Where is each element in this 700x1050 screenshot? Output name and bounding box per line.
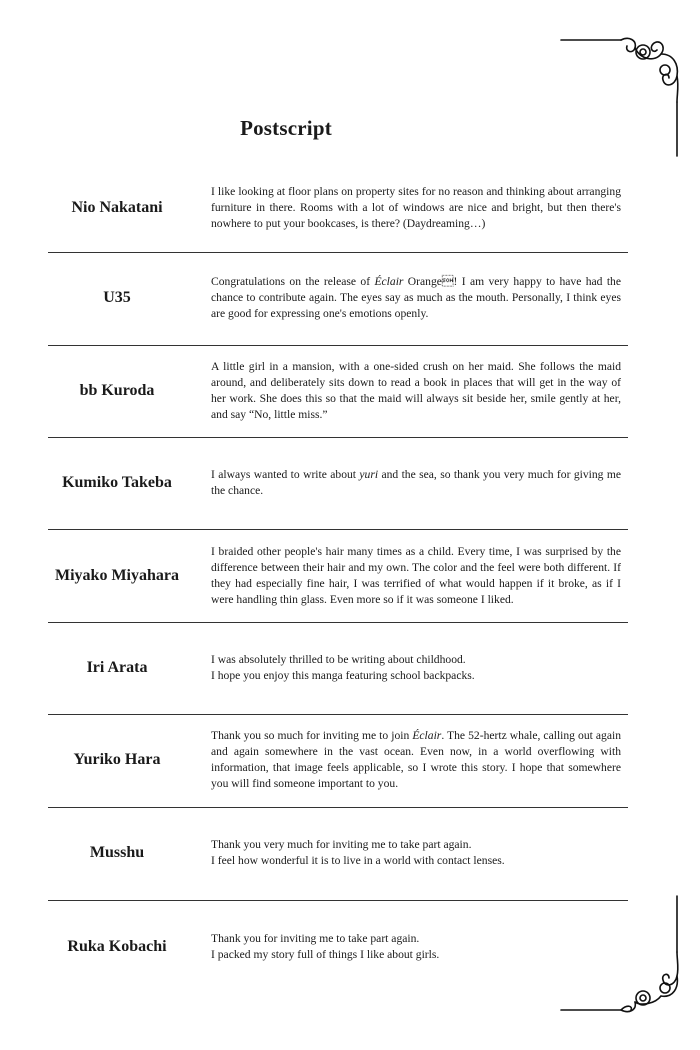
- contributor-message: Thank you very much for inviting me to take part again. I feel how wonderful it is to live in a world with contact lenses.: [211, 838, 505, 867]
- contributor-entry: [48, 717, 628, 803]
- contributor-message: A little girl in a mansion, with a one-sided crush on her maid. She follows the maid around, and deliberately sits down to read a book in places that will get in the way of her work. She does this so that the maid will always sit beside her, smile gently at her, and say “No, little miss.”: [211, 360, 621, 421]
- corner-flourish-top-right-icon: [555, 32, 685, 162]
- contributor-message: I like looking at floor plans on property sites for no reason and thinking about arranging furniture in there. Rooms with a lot of windows are nice and bright, but then there's nowhere to put your bookcases, is there? (Daydreaming…): [211, 185, 621, 230]
- contributor-entry: [48, 255, 628, 341]
- contributor-message: I always wanted to write about yuri and the sea, so thank you very much for giving me the chance.: [211, 468, 621, 497]
- corner-flourish-bottom-right-icon: [555, 892, 685, 1018]
- contributor-entry: [48, 348, 628, 434]
- divider-line: [48, 437, 628, 438]
- contributor-entry: [48, 810, 628, 896]
- contributor-name: Ruka Kobachi: [67, 938, 167, 955]
- contributor-entry: [48, 533, 628, 619]
- contributor-entry: [48, 903, 628, 991]
- contributor-name: Kumiko Takeba: [62, 474, 172, 491]
- page-title: Postscript: [240, 116, 332, 141]
- contributor-name: U35: [103, 289, 131, 306]
- contributor-entry: [48, 168, 628, 248]
- contributor-entry: [48, 625, 628, 711]
- contributor-name: Nio Nakatani: [71, 199, 163, 216]
- contributor-message: I braided other people's hair many times as a child. Every time, I was surprised by the difference between their hair and my own. The color and the feel were both different. If they had especially fine hair, I was terrified of what would happen if it broke, as if I were handling thin glass. Even more so if it was someone I liked.: [211, 545, 621, 606]
- contributor-name: Iri Arata: [86, 659, 148, 676]
- contributor-message: I was absolutely thrilled to be writing about childhood. I hope you enjoy this manga featuring school backpacks.: [211, 653, 475, 682]
- contributor-name: Yuriko Hara: [73, 751, 161, 768]
- contributor-name: Miyako Miyahara: [55, 567, 179, 584]
- divider-line: [48, 807, 628, 808]
- divider-line: [48, 252, 628, 253]
- divider-line: [48, 529, 628, 530]
- contributor-message: Congratulations on the release of Éclair Orange! I am very happy to have had the chance to contribute again. The eyes say as much as the mouth. Personally, I think eyes are good for expressing one's emotions openly.: [211, 275, 621, 320]
- contributor-name: Musshu: [89, 844, 145, 861]
- contributor-message: Thank you so much for inviting me to join Éclair. The 52-hertz whale, calling out again and again somewhere in the vast ocean. Even now, in a world overflowing with information, that image feels applicable, so I wrote this story. I hope that somewhere you will find someone important to you.: [211, 729, 621, 790]
- divider-line: [48, 345, 628, 346]
- contributor-entry: [48, 440, 628, 526]
- contributor-name: bb Kuroda: [79, 382, 155, 399]
- divider-line: [48, 900, 628, 901]
- contributor-message: Thank you for inviting me to take part again. I packed my story full of things I like about girls.: [211, 932, 440, 961]
- divider-line: [48, 714, 628, 715]
- divider-line: [48, 622, 628, 623]
